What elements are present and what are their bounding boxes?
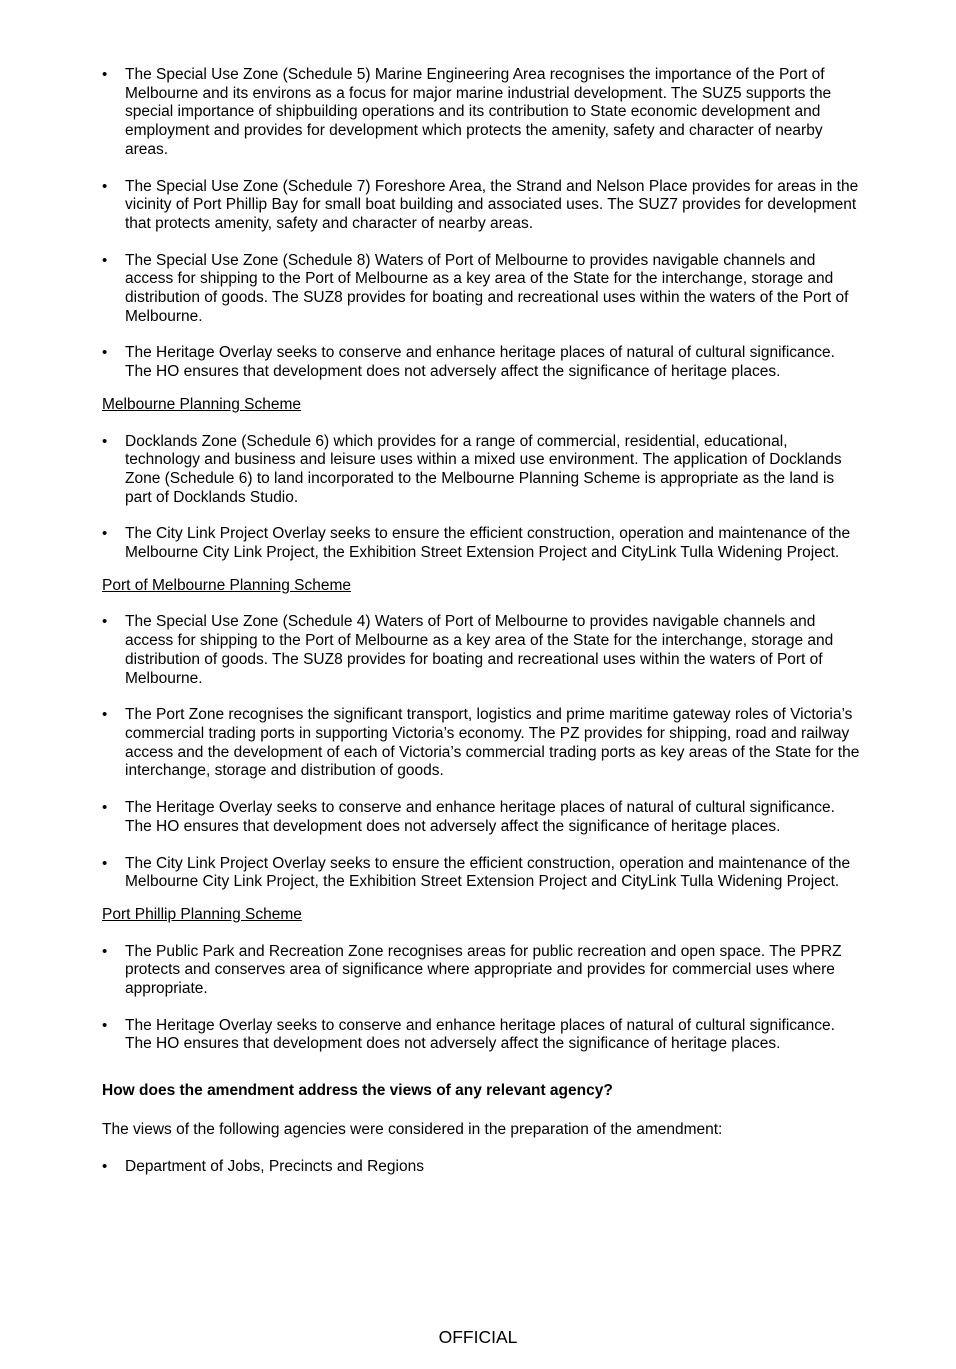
bullet-icon: • (102, 344, 108, 362)
bullet-icon: • (102, 854, 108, 872)
bullet-icon: • (102, 1157, 108, 1175)
list-item (102, 855, 862, 892)
list-item (102, 433, 862, 508)
list-item-text: The Heritage Overlay seeks to conserve and enhance heritage places of natural of cultural significance. The HO ensures that development does not adversely affect the significance of heritage places. (125, 799, 835, 835)
list-item (102, 1158, 862, 1177)
page-content (102, 66, 862, 1194)
list-item (102, 252, 862, 327)
bullet-icon: • (102, 799, 108, 817)
list-item (102, 525, 862, 562)
list-item (102, 706, 862, 781)
bullet-icon: • (102, 66, 108, 83)
bullet-icon: • (102, 613, 108, 631)
port-phillip-bullet-list (102, 943, 862, 1055)
section-heading-melbourne: Melbourne Planning Scheme (102, 395, 302, 413)
list-item-text: The Special Use Zone (Schedule 7) Foreshore Area, the Strand and Nelson Place provides for areas in the vicinity of Port Phillip Bay for small boat building and associated uses. The SUZ7 provides for development that protects amenity, safety and character of nearby areas. (125, 177, 859, 232)
list-item-text: The Special Use Zone (Schedule 5) Marine Engineering Area recognises the importance of the Port of Melbourne and its environs as a focus for major marine industrial development. The SUZ5 supports the special importance of shipbuilding operations and its contribution to State economic development and employment and provides for development which protects the amenity, safety and character of nearby areas. (125, 66, 832, 158)
bullet-icon: • (102, 525, 108, 543)
list-item (102, 344, 862, 381)
bullet-icon: • (102, 1016, 108, 1034)
bullet-icon: • (102, 251, 108, 269)
list-item-text: The Public Park and Recreation Zone recognises areas for public recreation and open space. The PPRZ protects and conserves area of significance where appropriate and provides for commercial uses where appropriate. (125, 942, 842, 998)
list-item (102, 943, 862, 999)
list-item-text: The Port Zone recognises the significant transport, logistics and prime maritime gateway roles of Victoria’s commercial trading ports in supporting Victoria’s economy. The PZ provides for shipping, road and railway access and the development of each of Victoria’s commercial trading ports as key areas of the State for the interchange, storage and distribution of goods. (125, 706, 860, 780)
list-item (102, 1017, 862, 1054)
list-item (102, 613, 862, 688)
list-item (102, 799, 862, 836)
melbourne-bullet-list (102, 433, 862, 563)
list-item (102, 178, 862, 234)
list-item-text: The Special Use Zone (Schedule 8) Waters of Port of Melbourne to provides navigable channels and access for shipping to the Port of Melbourne as a key area of the State for the interchange, storage and distribution of goods. The SUZ8 provides for boating and recreational uses within the waters of the Port of Melbourne. (125, 251, 849, 325)
footer-classification: OFFICIAL (438, 1327, 518, 1347)
list-item (102, 66, 862, 160)
bullet-icon: • (102, 177, 108, 195)
list-item-text: The City Link Project Overlay seeks to ensure the efficient construction, operation and maintenance of the Melbourne City Link Project, the Exhibition Street Extension Project and CityLink Tulla Widening Project. (125, 854, 851, 891)
agency-intro-paragraph: The views of the following agencies were considered in the preparation of the amendment: (102, 1120, 723, 1138)
bullet-icon: • (102, 706, 108, 724)
list-item-text: Department of Jobs, Precincts and Regions (125, 1157, 424, 1175)
list-item-text: The Heritage Overlay seeks to conserve and enhance heritage places of natural of cultural significance. The HO ensures that development does not adversely affect the significance of heritage places. (125, 1016, 835, 1053)
list-item-text: Docklands Zone (Schedule 6) which provides for a range of commercial, residential, educational, technology and business and leisure uses within a mixed use environment. The application of Docklands Zone (Schedule 6) to land incorporated to the Melbourne Planning Scheme is appropriate as the land is part of Docklands Studio. (125, 432, 842, 506)
agency-question-heading: How does the amendment address the views of any relevant agency? (102, 1082, 613, 1100)
bullet-icon: • (102, 942, 108, 960)
port-of-melbourne-bullet-list (102, 613, 862, 891)
bullet-icon: • (102, 432, 108, 450)
section-heading-port-of-melbourne: Port of Melbourne Planning Scheme (102, 576, 352, 594)
list-item-text: The City Link Project Overlay seeks to ensure the efficient construction, operation and maintenance of the Melbourne City Link Project, the Exhibition Street Extension Project and CityLink Tulla Widening Project. (125, 525, 851, 562)
section-heading-port-phillip: Port Phillip Planning Scheme (102, 905, 302, 923)
list-item-text: The Heritage Overlay seeks to conserve and enhance heritage places of natural of cultural significance. The HO ensures that development does not adversely affect the significance of heritage places. (125, 344, 835, 381)
list-item-text: The Special Use Zone (Schedule 4) Waters of Port of Melbourne to provides navigable channels and access for shipping to the Port of Melbourne as a key area of the State for the interchange, storage and distribution of goods. The SUZ8 provides for boating and recreational uses within the waters of Port of Melbourne. (125, 613, 834, 687)
agency-bullet-list (102, 1158, 862, 1177)
intro-bullet-list (102, 66, 862, 382)
